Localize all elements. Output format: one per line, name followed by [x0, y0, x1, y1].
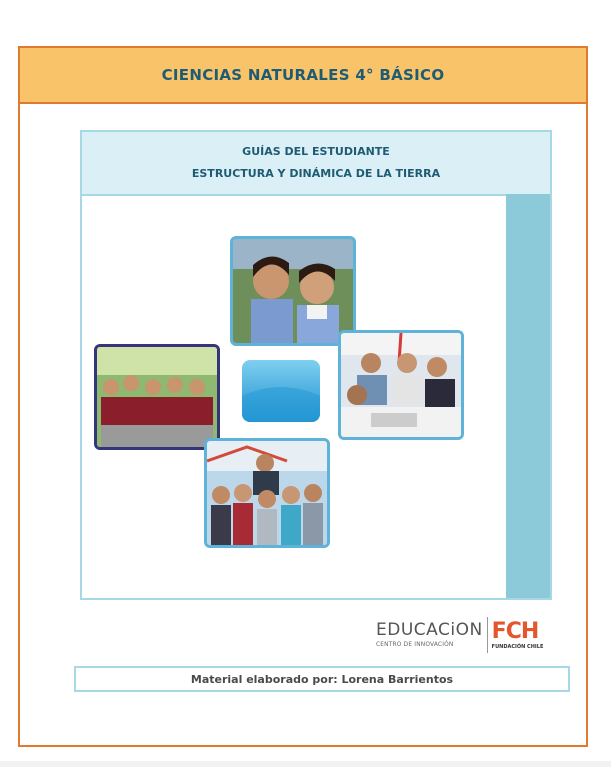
guide-title: GUÍAS DEL ESTUDIANTE — [242, 145, 390, 158]
fch-logo-subtitle: FUNDACIÓN CHILE — [491, 643, 544, 650]
unit-title: ESTRUCTURA Y DINÁMICA DE LA TIERRA — [191, 167, 441, 180]
center-graphic-tile — [242, 360, 320, 422]
author-credit: Material elaborado por: Lorena Barrientos — [190, 672, 454, 686]
side-accent-bar — [506, 194, 550, 598]
page-bottom-strip — [0, 761, 611, 767]
header-band — [20, 48, 586, 104]
cover-panel — [80, 130, 552, 600]
educacion-logo-subtitle: CENTRO DE INNOVACIÓN — [376, 640, 454, 649]
photo-kids-at-table — [338, 330, 464, 440]
photo-two-girls — [230, 236, 356, 346]
fch-logo-text: FCH — [491, 618, 539, 644]
photo-group-maroon — [94, 344, 220, 450]
photo-group-outdoors — [204, 438, 330, 548]
document-page — [18, 46, 588, 747]
fch-logo — [491, 618, 544, 650]
author-credit-box — [74, 666, 570, 692]
cover-heading — [82, 132, 550, 196]
logo-divider — [487, 617, 488, 653]
subject-title: CIENCIAS NATURALES 4° BÁSICO — [161, 66, 445, 84]
educacion-logo-text: EDUCACiON — [376, 620, 483, 641]
educacion-logo — [376, 622, 483, 648]
sponsor-logos — [376, 613, 548, 657]
